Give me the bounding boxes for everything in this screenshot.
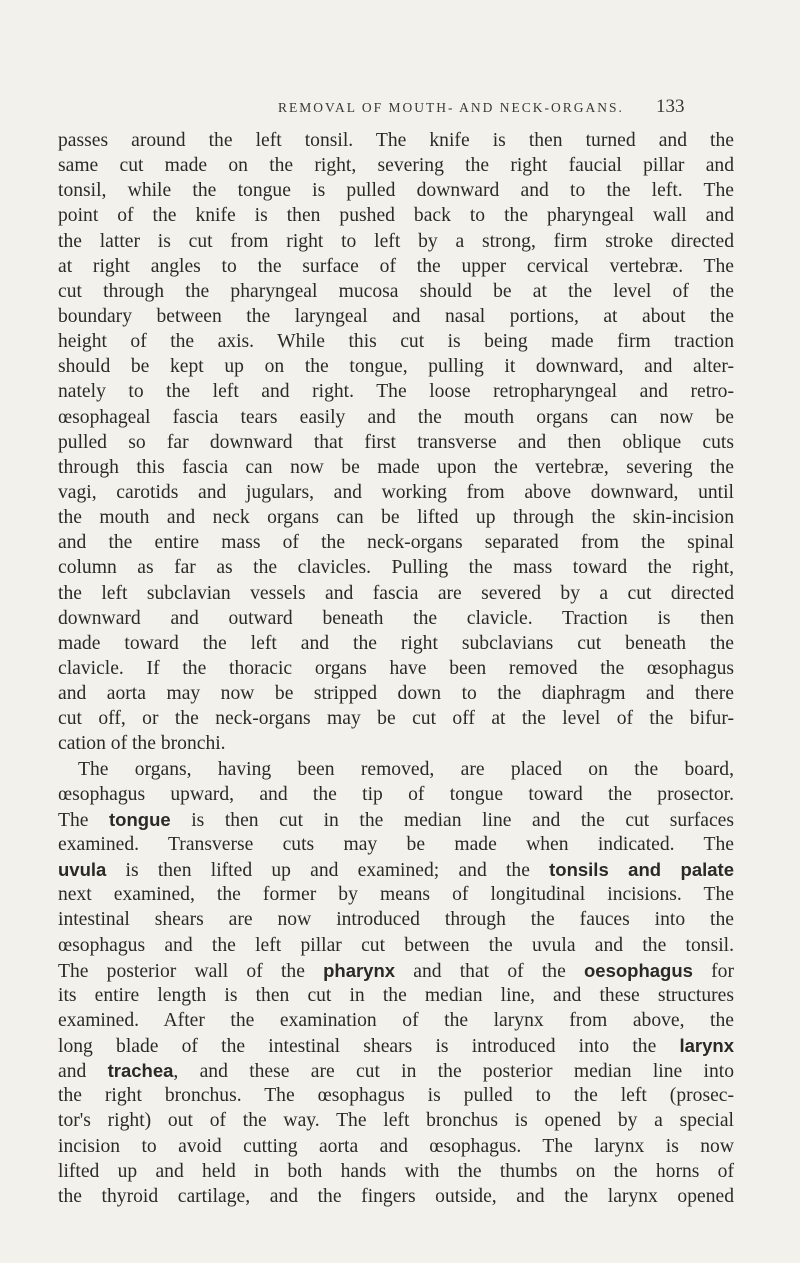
text-line: [58, 128, 734, 153]
text-line: [58, 379, 734, 404]
text-line: [58, 329, 734, 354]
line-text: made toward the left and the right subclavians cut beneath the: [58, 632, 734, 654]
bold-term: oesophagus: [583, 959, 693, 981]
line-text: through this fascia can now be made upon the vertebræ, severing the: [58, 456, 734, 478]
line-text: tonsil, while the tongue is pulled downward and to the left. The: [58, 180, 734, 202]
line-text: the right bronchus. The œsophagus is pulled to the left (prosec-: [58, 1085, 734, 1107]
line-text: cation of the bronchi.: [58, 733, 226, 755]
text-line: [58, 631, 734, 656]
bold-term: tongue: [109, 808, 171, 830]
text-line: [58, 1058, 734, 1083]
line-text: at right angles to the surface of the upper cervical vertebræ. The: [58, 255, 734, 277]
line-text: passes around the left tonsil. The knife is then turned and the: [58, 130, 734, 151]
text-line: [58, 782, 734, 807]
line-text: downward and outward beneath the clavicle. Traction is then: [58, 607, 734, 629]
line-text: , and these are cut in the posterior median line into: [173, 1061, 734, 1083]
line-text: The: [58, 809, 110, 831]
text-line: [58, 178, 734, 203]
text-line: [58, 279, 734, 304]
text-line: [58, 505, 734, 530]
text-line: [58, 606, 734, 631]
text-line: [58, 581, 734, 606]
line-text: the mouth and neck organs can be lifted up through the skin-incision: [58, 507, 734, 529]
text-line: [58, 1108, 734, 1133]
text-line: [58, 254, 734, 279]
line-text: boundary between the laryngeal and nasal portions, at about the: [58, 305, 734, 327]
text-line: [58, 455, 734, 480]
text-line: [58, 153, 734, 178]
line-text: is then lifted up and examined; and the: [106, 860, 550, 882]
text-line: [58, 480, 734, 505]
text-line: [58, 706, 734, 731]
page-number: 133: [656, 96, 685, 117]
text-line: [58, 1008, 734, 1033]
line-text: column as far as the clavicles. Pulling the mass toward the right,: [58, 557, 734, 579]
text-line: [58, 304, 734, 329]
line-text: same cut made on the right, severing the right faucial pillar and: [58, 155, 734, 177]
line-text: and aorta may now be stripped down to the diaphragm and there: [58, 683, 734, 705]
line-text: tor's right) out of the way. The left bronchus is opened by a special: [58, 1110, 734, 1132]
line-text: œsophageal fascia tears easily and the mouth organs can now be: [58, 406, 734, 428]
line-text: œsophagus upward, and the tip of tongue toward the prosector.: [58, 783, 734, 805]
text-line: [58, 933, 734, 958]
bold-term: uvula: [58, 859, 107, 881]
line-text: height of the axis. While this cut is being made firm traction: [58, 331, 734, 353]
text-line: [58, 757, 734, 782]
line-text: cut through the pharyngeal mucosa should be at the level of the: [58, 280, 734, 302]
line-text: the left subclavian vessels and fascia are severed by a cut directed: [58, 582, 734, 604]
text-line: [58, 1184, 734, 1209]
line-text: and that of the: [395, 960, 584, 982]
text-line: [58, 203, 734, 228]
line-text: pulled so far downward that first transverse and then oblique cuts: [58, 431, 734, 453]
bold-term: tonsils and palate: [549, 859, 734, 881]
text-line: [58, 1134, 734, 1159]
text-line: [58, 1159, 734, 1184]
text-line: [58, 907, 734, 932]
text-line: [58, 354, 734, 379]
text-line: [58, 1033, 734, 1058]
bold-term: pharynx: [323, 959, 396, 981]
text-line: [58, 731, 734, 756]
line-text: its entire length is then cut in the median line, and these structures: [58, 984, 734, 1006]
line-text: examined. After the examination of the larynx from above, the: [58, 1009, 734, 1031]
text-line: [58, 229, 734, 254]
text-line: [58, 857, 734, 882]
line-text: is then cut in the median line and the cut surfaces: [170, 809, 734, 831]
line-text: next examined, the former by means of longitudinal incisions. The: [58, 884, 734, 906]
line-text: examined. Transverse cuts may be made when indicated. The: [58, 833, 734, 855]
text-line: [58, 656, 734, 681]
line-text: lifted up and held in both hands with the thumbs on the horns of: [58, 1160, 734, 1182]
running-title: REMOVAL OF MOUTH- AND NECK-ORGANS.: [278, 100, 624, 115]
text-line: [58, 681, 734, 706]
text-line: [58, 555, 734, 580]
bold-term: trachea: [107, 1060, 174, 1082]
body-text: [58, 128, 734, 1209]
text-line: [58, 430, 734, 455]
bold-term: larynx: [679, 1035, 734, 1057]
line-text: the thyroid cartilage, and the fingers outside, and the larynx opened: [58, 1185, 734, 1207]
text-line: [58, 983, 734, 1008]
text-line: [58, 882, 734, 907]
line-text: nately to the left and right. The loose retropharyngeal and retro-: [58, 381, 734, 403]
line-text: and the entire mass of the neck-organs separated from the spinal: [58, 532, 734, 554]
line-text: and: [58, 1061, 108, 1083]
text-line: [58, 1083, 734, 1108]
line-text: The posterior wall of the: [58, 960, 324, 982]
line-text: clavicle. If the thoracic organs have been removed the œsophagus: [58, 657, 734, 679]
line-text: incision to avoid cutting aorta and œsophagus. The larynx is now: [58, 1135, 734, 1157]
line-text: cut off, or the neck-organs may be cut off at the level of the bifur-: [58, 708, 734, 730]
line-text: the latter is cut from right to left by a strong, firm stroke directed: [58, 230, 734, 252]
line-text: for: [692, 960, 734, 982]
line-text: should be kept up on the tongue, pulling it downward, and alter-: [58, 356, 734, 378]
text-line: [58, 807, 734, 832]
line-text: intestinal shears are now introduced through the fauces into the: [58, 909, 734, 931]
line-text: point of the knife is then pushed back to the pharyngeal wall and: [58, 205, 734, 227]
line-text: long blade of the intestinal shears is introduced into the: [58, 1036, 680, 1058]
text-line: [58, 958, 734, 983]
line-text: vagi, carotids and jugulars, and working from above downward, until: [58, 481, 734, 503]
text-line: [58, 405, 734, 430]
text-line: [58, 530, 734, 555]
line-text: œsophagus and the left pillar cut between the uvula and the tonsil.: [58, 934, 734, 956]
line-text: The organs, having been removed, are placed on the board,: [78, 758, 734, 780]
text-line: [58, 832, 734, 857]
